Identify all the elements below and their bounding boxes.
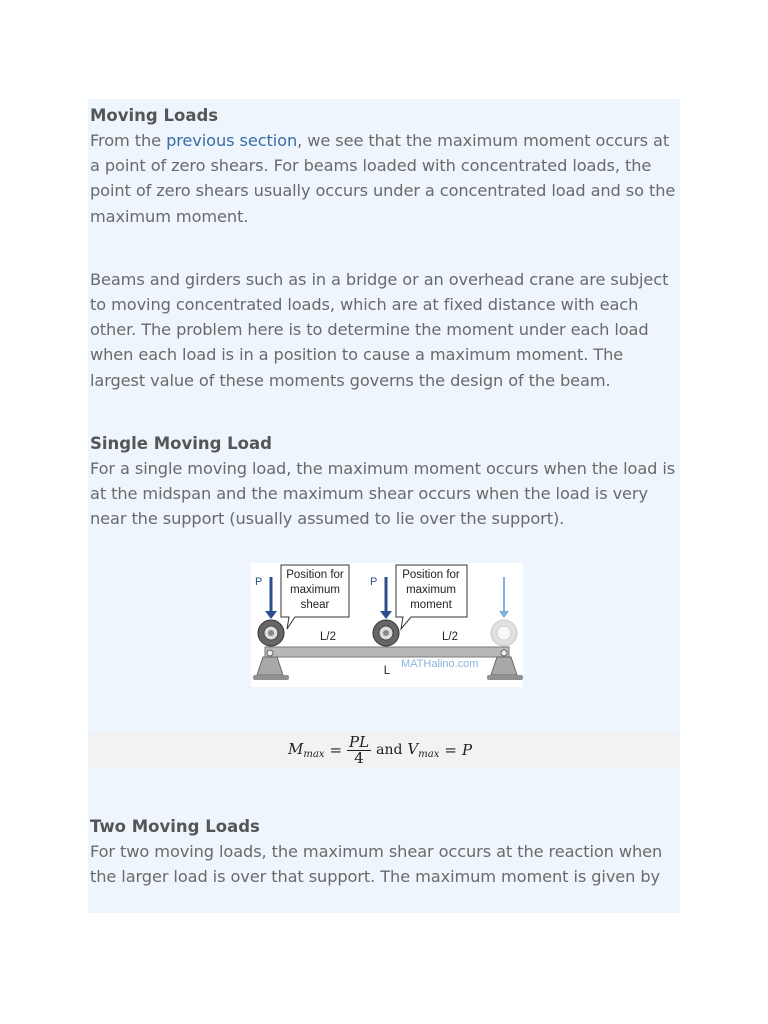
article-content (88, 99, 680, 913)
svg-text:shear: shear (300, 599, 330, 612)
beam-diagram (251, 563, 523, 687)
wheel-left (258, 620, 284, 646)
paragraph-two-moving-loads: For two moving loads, the maximum shear occurs at the reaction when the larger load is over that support. The maximum moment is given by (90, 842, 663, 887)
formula-band (88, 733, 680, 767)
load-arrow-middle (380, 577, 392, 619)
beam (265, 647, 509, 657)
svg-text:Position for: Position for (286, 569, 344, 582)
load-arrow-left (265, 577, 277, 619)
callout-moment (396, 565, 467, 629)
wheel-middle (373, 620, 399, 646)
half-span-label-2: L/2 (442, 631, 458, 644)
svg-text:maximum: maximum (406, 584, 456, 597)
span-label: L (383, 665, 391, 678)
svg-text:moment: moment (410, 599, 452, 612)
load-arrow-right-ghost (499, 577, 509, 618)
wheel-right-ghost (491, 620, 517, 646)
max-moment-formula: $M_{max}$ = $\frac{PL}{4}$ and $V_{max}$ = P (288, 732, 473, 767)
half-span-label-1: L/2 (320, 631, 336, 644)
load-label-p-1: P (255, 576, 263, 589)
paragraph-single-moving-load: For a single moving load, the maximum moment occurs when the load is at the midspan and the maximum shear occurs when the load is very near the support (usually assumed to lie over the support). (90, 458, 676, 529)
svg-text:maximum: maximum (290, 584, 340, 597)
moving-load-figure (251, 563, 523, 687)
svg-text:Position for: Position for (402, 569, 460, 582)
previous-section-link[interactable]: previous section (166, 131, 298, 150)
heading-moving-loads: Moving Loads (90, 106, 219, 125)
load-label-p-2: P (370, 576, 378, 589)
heading-single-moving-load: Single Moving Load (90, 433, 272, 453)
heading-two-moving-loads: Two Moving Loads (90, 817, 260, 836)
callout-shear (281, 565, 349, 629)
paragraph-moving-loads-1: From the previous section, we see that the maximum moment occurs at a point of zero shears. For beams loaded with concentrated loads, the point of zero shears usually occurs under a concentrated load and so the maximum moment. (90, 131, 676, 226)
watermark: MATHalino.com (401, 658, 479, 671)
paragraph-moving-loads-2: Beams and girders such as in a bridge or an overhead crane are subject to moving concentrated loads, which are at fixed distance with each other. The problem here is to determine the moment under each load when each load is in a position to cause a maximum moment. The largest value of these moments governs the design of the beam. (90, 269, 669, 390)
